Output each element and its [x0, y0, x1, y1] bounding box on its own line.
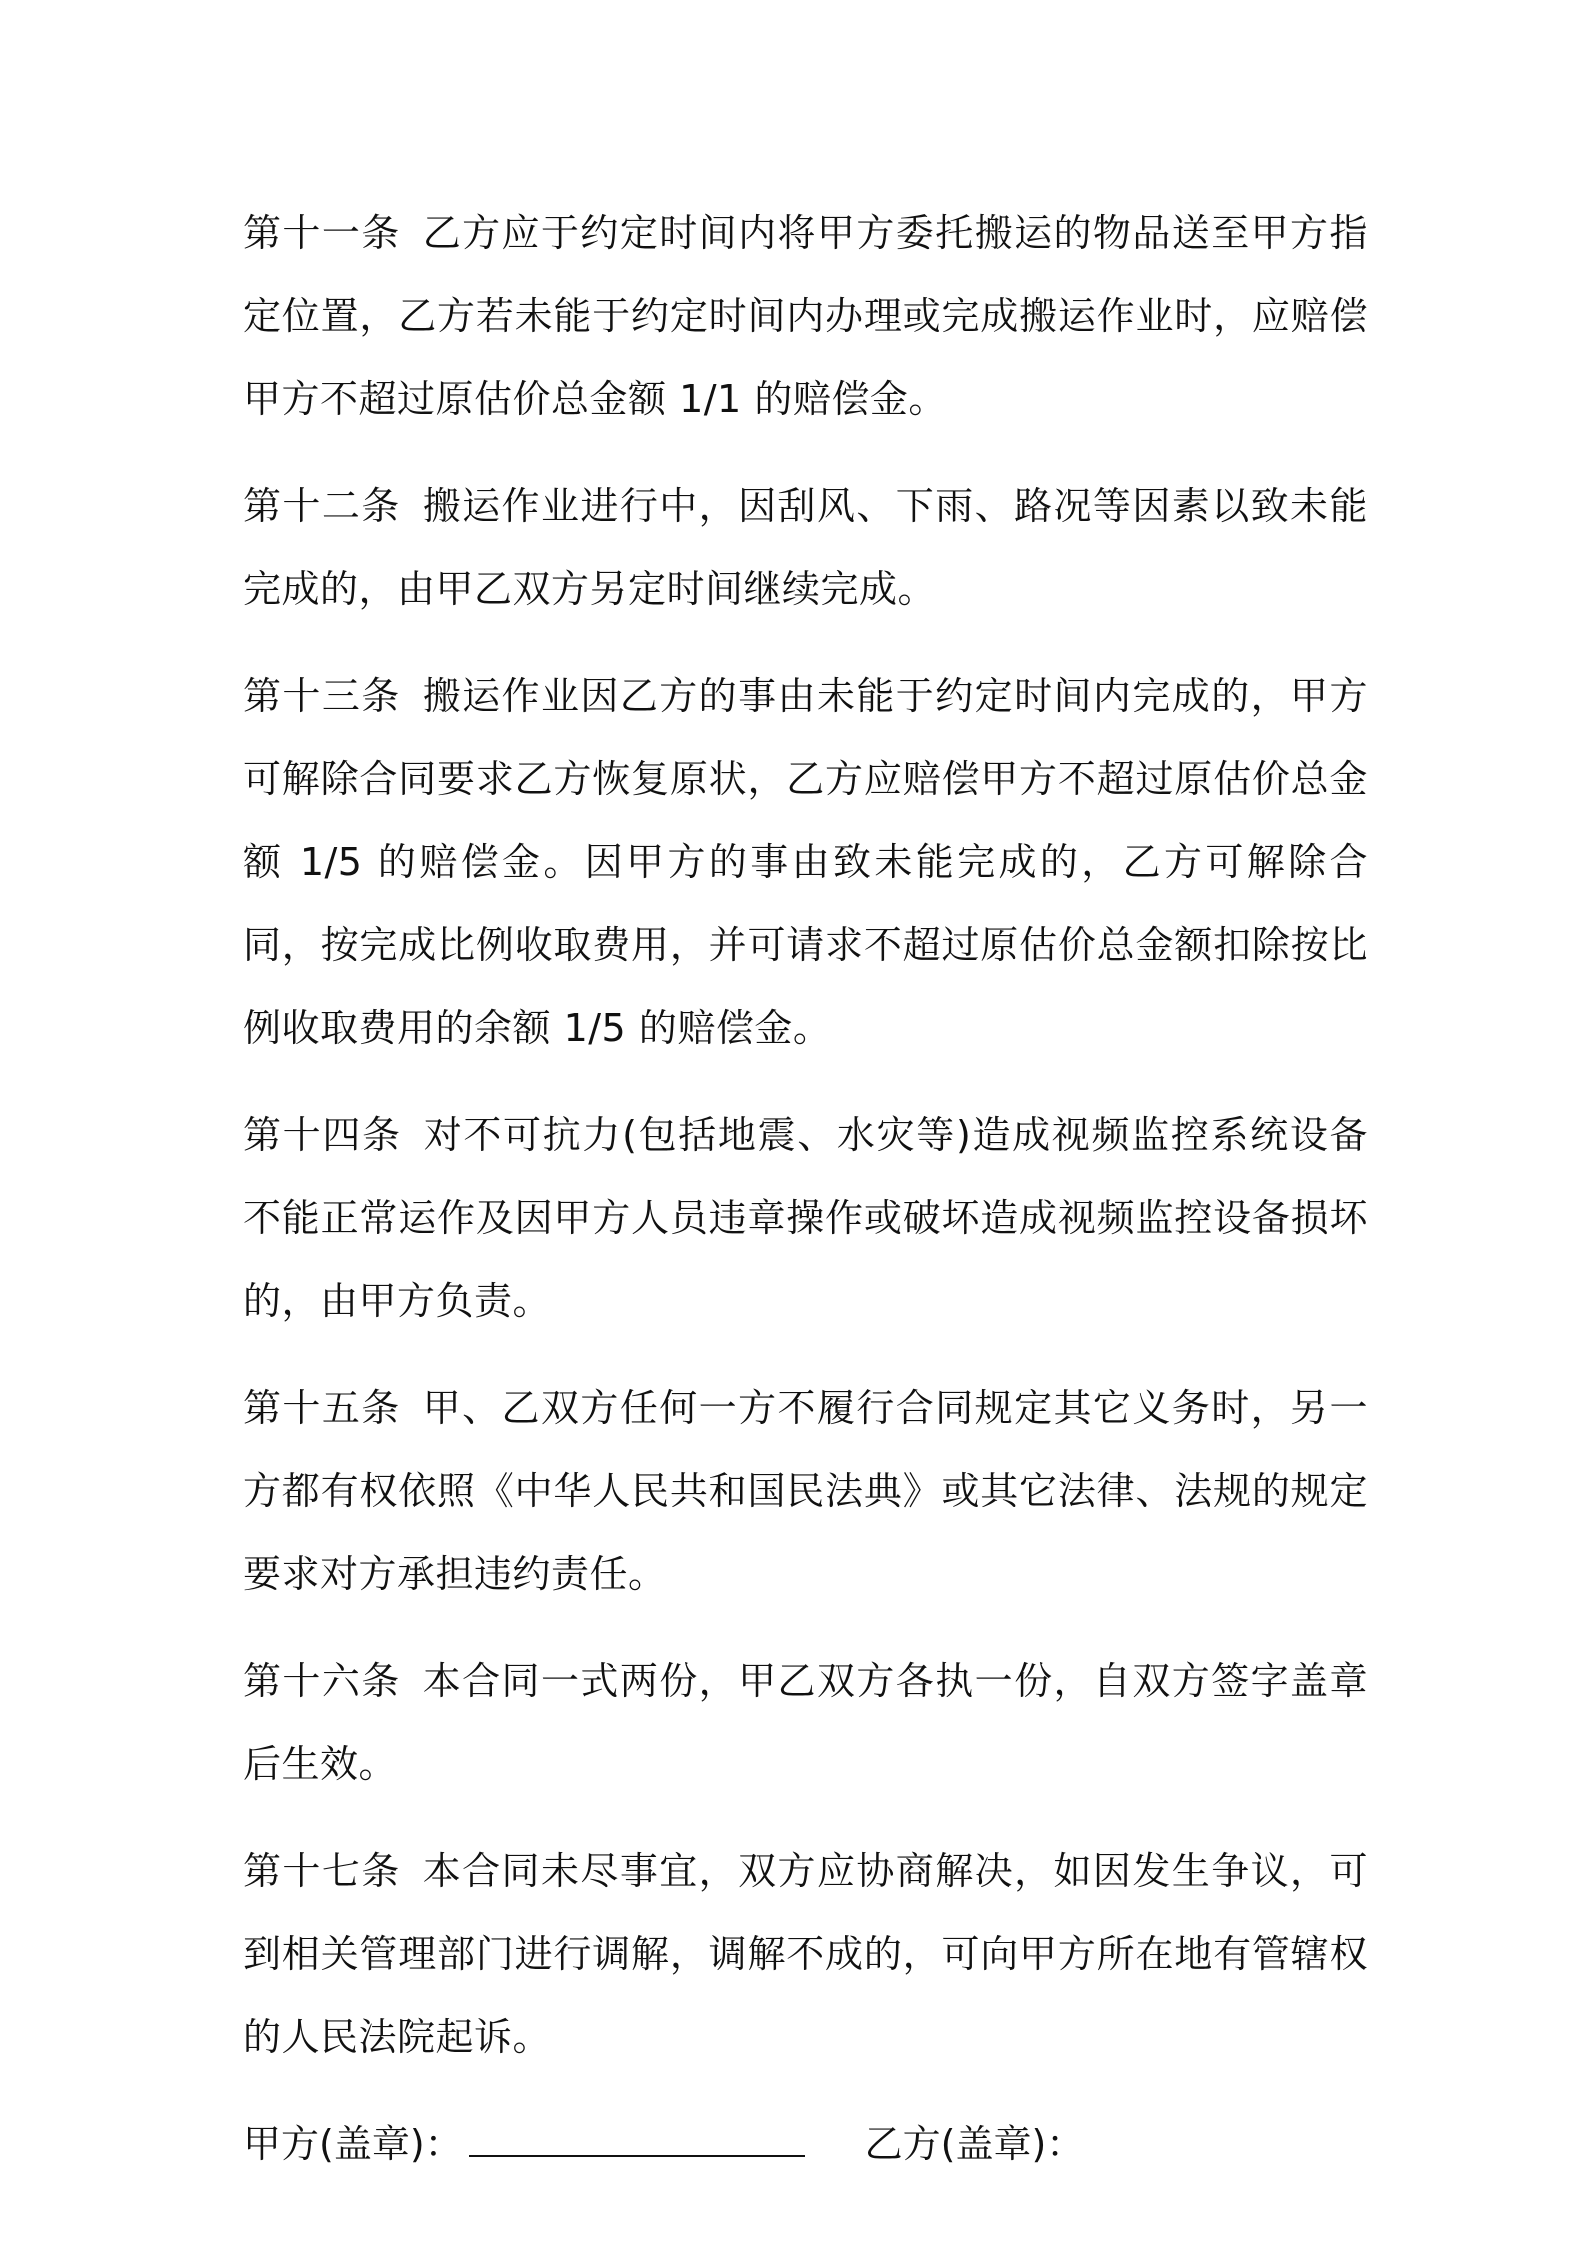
- article-12: [243, 465, 1368, 631]
- party-b-label: 乙方(盖章)：: [864, 2122, 1085, 2166]
- party-a-label: 甲方(盖章)：: [243, 2122, 463, 2166]
- article-number: 第十二条: [243, 484, 401, 528]
- article-text: 搬运作业进行中，因刮风、下雨、路况等因素以致未能完成的，由甲乙双方另定时间继续完成。: [243, 484, 1368, 611]
- article-text: 对不可抗力(包括地震、水灾等)造成视频监控系统设备不能正常运作及因甲方人员违章操作或破坏造成视频监控设备损坏的，由甲方负责。: [243, 1113, 1368, 1323]
- article-15: [243, 1367, 1368, 1616]
- article-13: [243, 655, 1368, 1070]
- article-text: 本合同一式两份，甲乙双方各执一份，自双方签字盖章后生效。: [243, 1659, 1368, 1786]
- article-text: 乙方应于约定时间内将甲方委托搬运的物品送至甲方指定位置，乙方若未能于约定时间内办理或完成搬运作业时，应赔偿甲方不超过原估价总金额 1/1 的赔偿金。: [243, 211, 1368, 421]
- article-number: 第十三条: [243, 674, 401, 718]
- article-text: 搬运作业因乙方的事由未能于约定时间内完成的，甲方可解除合同要求乙方恢复原状，乙方应赔偿甲方不超过原估价总金额 1/5 的赔偿金。因甲方的事由致未能完成的，乙方可解除合同，按完成比例收取费用，并可请求不超过原估价总金额扣除按比例收取费用的余额 1/5 的赔偿金。: [243, 674, 1368, 1050]
- article-number: 第十五条: [243, 1386, 401, 1430]
- article-14: [243, 1094, 1368, 1343]
- article-17: [243, 1830, 1368, 2079]
- article-number: 第十六条: [243, 1659, 401, 1703]
- article-11: [243, 192, 1368, 441]
- article-number: 第十四条: [243, 1113, 402, 1157]
- article-text: 本合同未尽事宜，双方应协商解决，如因发生争议，可到相关管理部门进行调解，调解不成的，可向甲方所在地有管辖权的人民法院起诉。: [243, 1849, 1368, 2059]
- signature-block: [243, 2103, 1368, 2186]
- article-number: 第十一条: [243, 211, 401, 255]
- article-text: 甲、乙双方任何一方不履行合同规定其它义务时，另一方都有权依照《中华人民共和国民法典》或其它法律、法规的规定要求对方承担违约责任。: [243, 1386, 1368, 1596]
- article-number: 第十七条: [243, 1849, 401, 1893]
- contract-page: [243, 192, 1368, 2186]
- party-a-signature-line[interactable]: [469, 2103, 805, 2157]
- article-16: [243, 1640, 1368, 1806]
